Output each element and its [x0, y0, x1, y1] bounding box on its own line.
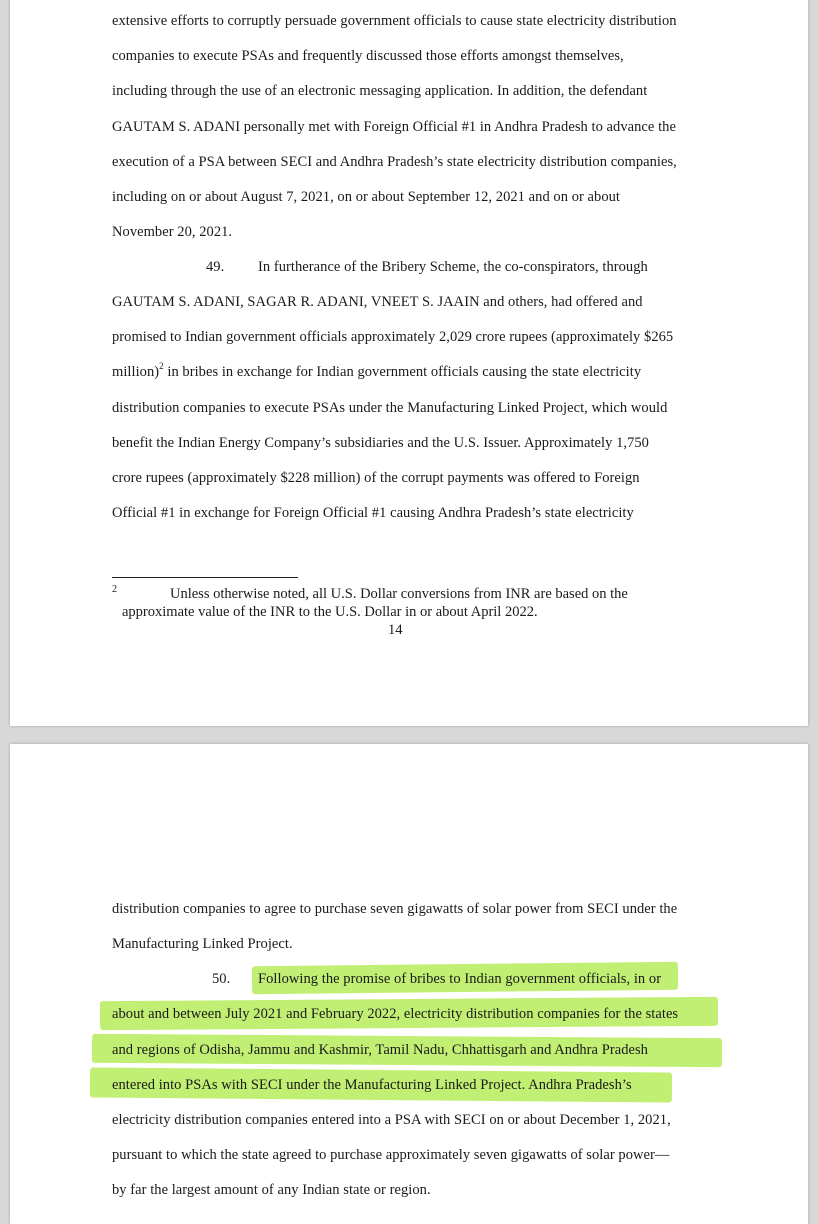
body-text-line: and regions of Odisha, Jammu and Kashmir, Tamil Nadu, Chhattisgarh and Andhra Pradesh [112, 1042, 648, 1058]
body-text-line: Official #1 in exchange for Foreign Official #1 causing Andhra Pradesh’s state electricity [112, 505, 634, 521]
paragraph-49-first-line [206, 258, 648, 276]
footnote-text-line: approximate value of the INR to the U.S. Dollar in or about April 2022. [122, 604, 538, 620]
body-text-line: distribution companies to agree to purchase seven gigawatts of solar power from SECI under the [112, 901, 678, 917]
body-text-line: distribution companies to execute PSAs under the Manufacturing Linked Project, which would [112, 400, 668, 416]
paragraph-50-first-line [212, 970, 661, 988]
body-text-line: including on or about August 7, 2021, on or about September 12, 2021 and on or about [112, 189, 621, 205]
footnote-text-line: Unless otherwise noted, all U.S. Dollar conversions from INR are based on the [170, 586, 628, 602]
body-text-line-with-footnote [112, 363, 641, 381]
body-text-line: benefit the Indian Energy Company’s subsidiaries and the U.S. Issuer. Approximately 1,750 [112, 435, 649, 451]
body-text-line: pursuant to which the state agreed to purchase approximately seven gigawatts of solar power— [112, 1147, 670, 1163]
paragraph-number: 50. [212, 971, 231, 987]
footnote-separator [112, 577, 298, 578]
body-text-line: electricity distribution companies entered into a PSA with SECI on or about December 1, 2021, [112, 1112, 671, 1128]
paragraph-number: 49. [206, 259, 225, 275]
paragraph-text: Following the promise of bribes to Indian government officials, in or [258, 971, 662, 987]
body-text-line: GAUTAM S. ADANI, SAGAR R. ADANI, VNEET S. JAAIN and others, had offered and [112, 294, 643, 310]
body-text-line: by far the largest amount of any Indian state or region. [112, 1182, 431, 1198]
body-text-line: Manufacturing Linked Project. [112, 936, 293, 952]
text-before-footnote: million) [112, 364, 160, 380]
paragraph-text: In furtherance of the Bribery Scheme, the co-conspirators, through [258, 259, 648, 275]
footnote-reference: 2 [159, 361, 164, 372]
page-number: 14 [388, 622, 403, 638]
body-text-line: November 20, 2021. [112, 224, 233, 240]
body-text-line: entered into PSAs with SECI under the Manufacturing Linked Project. Andhra Pradesh’s [112, 1077, 632, 1093]
text-after-footnote: in bribes in exchange for Indian government officials causing the state electricity [163, 364, 642, 380]
body-text-line: GAUTAM S. ADANI personally met with Foreign Official #1 in Andhra Pradesh to advance the [112, 119, 676, 135]
body-text-line: including through the use of an electronic messaging application. In addition, the defendant [112, 83, 648, 99]
body-text-line: execution of a PSA between SECI and Andhra Pradesh’s state electricity distribution companies, [112, 154, 677, 170]
body-text-line: extensive efforts to corruptly persuade government officials to cause state electricity distribution [112, 13, 677, 29]
body-text-line: about and between July 2021 and February 2022, electricity distribution companies for the states [112, 1006, 679, 1022]
footnote-mark: 2 [112, 584, 117, 595]
body-text-line: companies to execute PSAs and frequently discussed those efforts amongst themselves, [112, 48, 624, 64]
body-text-line: promised to Indian government officials approximately 2,029 crore rupees (approximately $265 [112, 329, 674, 345]
body-text-line: crore rupees (approximately $228 million) of the corrupt payments was offered to Foreign [112, 470, 640, 486]
